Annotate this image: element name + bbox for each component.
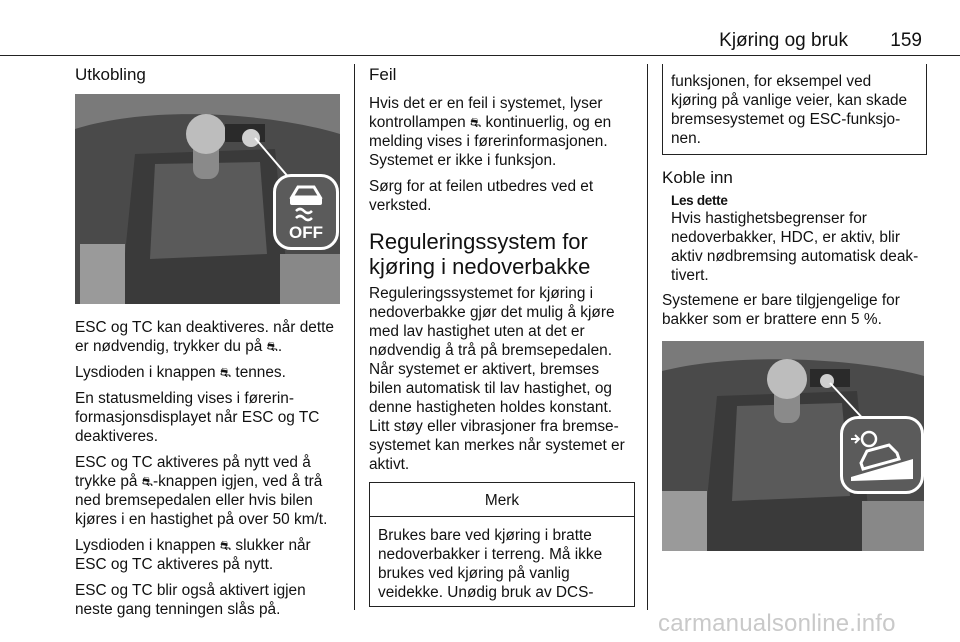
hill-descent-icon: [843, 419, 921, 491]
paragraph: ESC og TC blir også aktivert igjen neste gang tenningen slås på.: [75, 582, 306, 618]
paragraph: ESC og TC kan deaktiveres. når dette er nødvendig, trykker du på ⛐.: [75, 319, 334, 355]
esc-icon: ⛐: [219, 538, 232, 553]
column-2: [369, 64, 635, 607]
heading-utkobling: Utkobling: [75, 65, 146, 84]
paragraph: Lysdioden i knappen ⛐ tennes.: [75, 364, 286, 381]
heading-feil: Feil: [369, 65, 397, 84]
header-title: Kjøring og bruk: [719, 30, 848, 51]
esc-icon: ⛐: [141, 474, 153, 489]
paragraph: ESC og TC aktiveres på nytt ved å trykke på ⛐-knappen igjen, ved å trå ned bremsepedalen eller hvis bilen kjøres i en hastighet på over 50 km/t.: [75, 454, 328, 528]
watermark: carmanualsonline.info: [658, 610, 896, 637]
info-block: [671, 193, 927, 285]
note-box-continued: funksjonen, for eksempel ved kjøring på vanlige veier, kan skade bremsesystemet og ESC-funksjo-nen.: [662, 64, 927, 155]
paragraph: Sørg for at feilen utbedres ved et verksted.: [369, 178, 594, 214]
esc-button-photo: [75, 94, 340, 304]
column-3: [662, 64, 927, 551]
paragraph: Reguleringssystemet for kjøring i nedoverbakke gjør det mulig å kjøre med lav hastighet uten at det er nødvendig å trå på bremsepedalen. Når systemet er aktivert, bremses bilen automatisk til lav hastighet, og denne hastigheten holdes konstant. Litt støy eller vibrasjoner fra bremse-systemet kan merkes når systemet er aktivt.: [369, 285, 625, 473]
paragraph: Hvis det er en feil i systemet, lyser kontrollampen ⛐ kontinuerlig, og en melding vises i førerinformasjonen. Systemet er ikke i funksjon.: [369, 95, 612, 169]
traction-control-icon: [276, 177, 336, 225]
column-1: [75, 64, 343, 626]
note-title: Merk: [370, 483, 634, 517]
heading-koble-inn: Koble inn: [662, 168, 733, 187]
paragraph: En statusmelding vises i førerin-formasjonsdisplayet når ESC og TC deaktiveres.: [75, 390, 320, 445]
hdc-button-photo: [662, 341, 924, 551]
paragraph: Lysdioden i knappen ⛐ slukker når ESC og TC aktiveres på nytt.: [75, 537, 311, 573]
esc-icon: ⛐: [266, 339, 278, 354]
esc-off-badge: [273, 174, 339, 250]
page-header: [0, 30, 960, 54]
note-body: Brukes bare ved kjøring i bratte nedoverbakker i terreng. Må ikke brukes ved kjøring på vanlig veidekke. Unødig bruk av DCS-: [378, 527, 603, 601]
note-box: [369, 482, 635, 607]
off-label: OFF: [289, 223, 323, 242]
warning-lamp-icon: ⛐: [469, 115, 482, 130]
column-divider: [647, 64, 648, 610]
info-body: Hvis hastighetsbegrenser for nedoverbakker, HDC, er aktiv, blir aktiv nødbremsing automatisk deak-tivert.: [671, 210, 919, 284]
info-title: Les dette: [671, 193, 728, 208]
section-title: Reguleringssystem for kjøring i nedoverbakke: [369, 229, 591, 279]
page-number: 159: [890, 30, 922, 51]
column-divider: [354, 64, 355, 610]
header-rule: [0, 55, 960, 56]
hdc-badge: [840, 416, 924, 494]
paragraph: Systemene er bare tilgjengelige for bakker som er brattere enn 5 %.: [662, 292, 900, 328]
esc-icon: ⛐: [219, 365, 232, 380]
